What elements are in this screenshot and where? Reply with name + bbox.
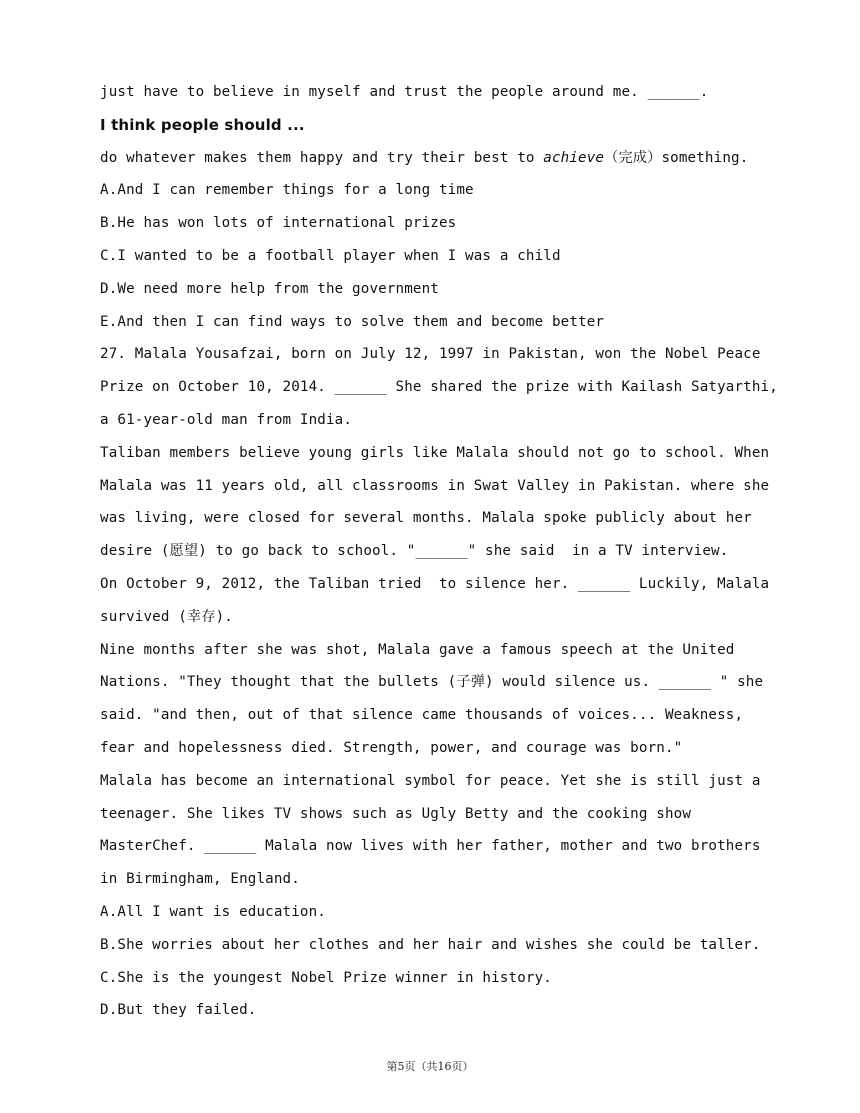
option-b: B.He has won lots of international prizes (100, 215, 457, 232)
passage-line: On October 9, 2012, the Taliban tried to silence her. ______ Luckily, Malala (100, 575, 770, 592)
passage-line: MasterChef. ______ Malala now lives with her father, mother and two brothers (100, 838, 761, 855)
option-d: D.We need more help from the government (100, 280, 439, 297)
passage-line: Taliban members believe young girls like Malala should not go to school. When (100, 444, 770, 461)
option-c: C.I wanted to be a football player when I was a child (100, 247, 561, 264)
option-d: D.But they failed. (100, 1002, 257, 1019)
passage-line: survived (幸存). (100, 608, 233, 625)
text-span: （完成）something. (604, 149, 749, 166)
prompt-heading: I think people should ... (100, 115, 305, 134)
text-span: do whatever makes them happy and try their best to (100, 149, 544, 166)
passage-line: fear and hopelessness died. Strength, power, and courage was born." (100, 739, 683, 756)
passage-line: in Birmingham, England. (100, 871, 300, 888)
passage-line: Malala has become an international symbol for peace. Yet she is still just a (100, 772, 761, 789)
option-a: A.And I can remember things for a long time (100, 182, 474, 199)
passage-line: a 61-year-old man from India. (100, 411, 353, 428)
page-footer: 第5页（共16页） (386, 1060, 474, 1073)
option-b: B.She worries about her clothes and her hair and wishes she could be taller. (100, 936, 761, 953)
passage-line: was living, were closed for several months. Malala spoke publicly about her (100, 510, 752, 527)
passage-line: Nine months after she was shot, Malala gave a famous speech at the United (100, 641, 735, 658)
passage-line: said. "and then, out of that silence came thousands of voices... Weakness, (100, 707, 744, 724)
passage-line: desire (愿望) to go back to school. "______" she said in a TV interview. (100, 543, 729, 560)
passage-line: Nations. "They thought that the bullets (子弹) would silence us. ______ " she (100, 674, 764, 691)
option-a: A.All I want is education. (100, 903, 326, 920)
document-body (100, 76, 780, 1027)
text-line: just have to believe in myself and trust the people around me. ______. (100, 84, 709, 100)
passage-line: Prize on October 10, 2014. ______ She shared the prize with Kailash Satyarthi, (100, 379, 778, 396)
option-e: E.And then I can find ways to solve them and become better (100, 313, 605, 330)
option-c: C.She is the youngest Nobel Prize winner in history. (100, 969, 552, 986)
passage-line: 27. Malala Yousafzai, born on July 12, 1997 in Pakistan, won the Nobel Peace (100, 346, 761, 363)
text-line (100, 142, 780, 175)
passage-line: Malala was 11 years old, all classrooms in Swat Valley in Pakistan. where she (100, 477, 770, 494)
passage-line: teenager. She likes TV shows such as Ugly Betty and the cooking show (100, 805, 692, 822)
italic-word: achieve (543, 149, 605, 166)
